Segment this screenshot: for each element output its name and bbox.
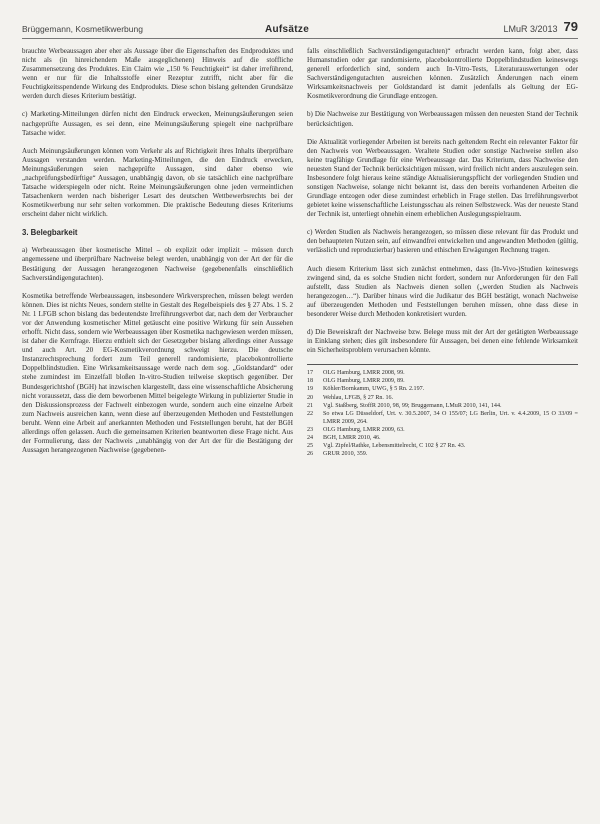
footnote: 25 Vgl. Zipfel/Rathke, Lebensmittelrecht, C 102 § 27 Rn. 43. (307, 443, 466, 450)
text-columns (22, 47, 578, 464)
footnote: 18 OLG Hamburg, LMRR 2009, 89. (307, 378, 405, 385)
right-column (307, 47, 578, 464)
header-journal: LMuR 3/2013 (503, 24, 558, 34)
header-section: Aufsätze (265, 24, 310, 35)
left-column (22, 47, 293, 464)
footnote: 21 Vgl. Staßberg, StoffR 2010, 98, 99; Bruggemann, LMuR 2010, 141, 144. (307, 402, 502, 409)
right-paragraph-6: d) Die Beweiskraft der Nachweise bzw. Belege muss mit der Art der getätigten Werbeaussage in Einklang stehen; dies gilt insbesondere für Aussagen, bei denen eine fehlende Wirksamkeit ein Sicherheitsproblem verursachen könnte. (307, 328, 578, 355)
footnote: 20 Wehlau, LFGB, § 27 Rn. 16. (307, 394, 394, 401)
right-paragraph-5: Auch diesem Kriterium lässt sich zunächst entnehmen, dass (In-Vivo-)Studien keineswegs zwingend sind, da es solche Studien nicht fordert, sondern nur Anforderungen für den Fall aufstellt, dass Studien als Nachweis dienen sollen („werden Studien als Nachweis herangezogen…“). Darüber hinaus wird die Judikatur des BGH bestätigt, wonach Nachweise auf überzeugenden Methoden und Feststellungen beruhen müssen, ohne dass diese in besonderer Weise durch Methoden konkretisiert wurden. (307, 264, 578, 318)
left-paragraph-1: brauchte Werbeaussagen aber eher als Aussage über die Eigenschaften des Endproduktes und nicht als (in hinreichendem Maße ausgeglichenen) Hinweis auf die stoffliche Zusammensetzung des Produktes. Ein Claim wie „150 % Feuchtigkeit“ ist daher irreführend, wenn er nur für die Inhaltsstoffe einer Rezeptur zutrifft, nicht aber für die Feuchtigkeitsspendende Wirkung des Endprodukts. Diese schon bislang geltenden Grundsätze werden durch dieses Kriterium bestätigt. (22, 47, 293, 101)
left-paragraph-5: Kosmetika betreffende Werbeaussagen, insbesondere Wirkversprechen, müssen belegt werden können. Dies ist nichts Neues, sondern stellte in Gestalt des Regelbeispiels des § 27 Abs. 1 S. 2 Nr. 1 LFGB schon bislang das bedeutendste Irreführungsverbot dar, nach dem der Verbraucher vor der Anwendung kosmetischer Mittel getäuscht eine positive Wirkung für sein Aussehen erhofft. Nicht dass, sondern wie Werbeaussagen über Kosmetika nachgewiesen werden müssen, ist daher die Kernfrage. Hierzu enthielt sich der Gesetzgeber bislang allerdings einer Aussage und auch Art. 20 EG-Kosmetikverordnung schweigt hierzu. Die deutsche Instanzrechtsprechung fordert zum Teil generell randomisierte, placebokontrollierte Doppelblindstudien. Eine Wirksamkeitsaussage werde nach dem sog. „Goldstandard“ oder stehe zumindest im Einzelfall bloßen In-vitro-Studien teilweise skeptisch gegenüber. Der Bundesgerichtshof (BGH) hat inzwischen klargestellt, dass eine wissenschaftliche Absicherung nicht voraussetzt, dass die dem beworbenen Mittel beigelegte Wirkung in publizierter Studie in den Diskussionsprozess der Fachwelt einbezogen wurde, sondern auch eine einzelne Arbeit zum Nachweis ausreichen kann, wenn diese auf überzeugenden Methoden und Feststellungen beruht. Wenn eine Arbeit auf anerkannten Methoden und Feststellungen beruht, hat der BGH allerdings offen gelassen. Auch die gemeinsamen Kriterien beantworten diese Frage nicht. Aus der Formulierung, dass der Nachweis „unabhängig von der Art der für die Bestätigung der Aussagen herangezogenen Nachweise (gegebenen- (22, 291, 293, 455)
left-paragraph-4: a) Werbeaussagen über kosmetische Mittel – ob explizit oder implizit – müssen durch angemessene und überprüfbare Nachweise belegt werden, unabhängig von der Art der für die Bestätigung der Aussagen herangezogenen Nachweise (gegebenenfalls einschließlich Sachverständigengutachten). (22, 246, 293, 282)
footnote: 23 OLG Hamburg, LMRR 2009, 63. (307, 426, 405, 433)
section-heading: 3. Belegbarkeit (22, 228, 78, 238)
right-paragraph-2: b) Die Nachweise zur Bestätigung von Werbeaussagen müssen den neuesten Stand der Technik berücksichtigen. (307, 110, 578, 128)
header-right (503, 19, 578, 34)
footnote: 22 So etwa LG Düsseldorf, Urt. v. 30.5.2007, 34 O 155/07; LG Berlin, Urt. v. 4.4.2009, 15 O 33/09 = LMRR 2009, 264. (307, 410, 578, 425)
left-paragraph-2: c) Marketing-Mitteilungen dürfen nicht den Eindruck erwecken, Meinungsäußerungen seien nachgeprüfte Aussagen, es sei denn, eine Meinungsäußerung spiegelt eine nachprüfbare Tatsache wider. (22, 110, 293, 137)
footnote: 26 GRUR 2010, 359. (307, 451, 368, 458)
right-paragraph-3: Die Aktualität vorliegender Arbeiten ist bereits nach geltendem Recht ein relevanter Faktor für den Nachweis von Werbeaussagen. Veraltete Studien oder sonstige Nachweise stellen also keine tragfähige Grundlage für eine Werbeaussage dar. Das Kriterium, dass Nachweise den neuesten Stand der Technik berücksichtigen müssen, wird freilich nicht anders auszulegen sein. Insbesondere folgt hieraus keine ständige Aktualisierungspflicht der vorliegenden Studien und sonstigen Nachweise, solange nicht bekannt ist, dass den bereits vorhandenen Arbeiten die Grundlage entzogen oder diese zumindest erheblich in Frage stellen. Das Irreführungsverbot gebietet keine wissenschaftliche Leistungsschau als reinen Selbstzweck. Was der neueste Stand der Technik ist, unterliegt ohnehin einem erheblichen Auslegungsspielraum. (307, 137, 578, 219)
left-paragraph-3: Auch Meinungsäußerungen können vom Verkehr als auf Richtigkeit ihres Inhalts überprüfbare Aussagen verstanden werden. Marketing-Mitteilungen, die den Eindruck erwecken, Meinungsäußerungen seien nachgeprüfte Aussagen, sind daher ebenso wie „nachprüfungsbedürftige“ Aussagen, unabhängig davon, ob sie tatsächlich eine nachprüfbare Tatsache widerspiegeln oder nicht. Reine Meinungsäußerungen ohne jeden vermeintlichen Tatsachenkern werden nach bisheriger Lesart des deutschen Wettbewerbsrechts bei der Kosmetikwerbung nur sehr selten vorkommen. Die praktische Bedeutung dieses Kriteriums erscheint daher nicht wirklich. (22, 146, 293, 219)
footnote: 19 Köhler/Bornkamm, UWG, § 5 Rn. 2.197. (307, 386, 425, 393)
footnotes (307, 364, 578, 458)
footnote: 17 OLG Hamburg, LMRR 2008, 99. (307, 370, 405, 377)
right-paragraph-4: c) Werden Studien als Nachweis herangezogen, so müssen diese relevant für das Produkt und den behaupteten Nutzen sein, auf einwandfrei entwickelten und angewandten Methoden (gültig, verlässlich und reproduzierbar) basieren und ethischen Erwägungen Rechnung tragen. (307, 228, 578, 255)
page-number: 79 (563, 19, 578, 34)
footnote: 24 BGH, LMRR 2010, 46. (307, 435, 381, 442)
page-header (22, 8, 578, 39)
header-authors: Brüggemann, Kosmetikwerbung (22, 24, 143, 34)
right-paragraph-1: falls einschließlich Sachverständigengutachten)“ erbracht werden kann, folgt aber, dass Humanstudien oder gar randomisierte, placebokontrollierte Doppelblindstudien keineswegs generell erforderlich sind, sondern auch In-Vitro-Tests, Literaturauswertungen oder Sachverständigengutachten ausreichen können. Zusätzlich Änderungen nach einem Wirksamkeitsnachweis per Goldstandard ist damit jedenfalls als Geltung der EG-Kosmetikverordnung die Grundlage entzogen. (307, 47, 578, 101)
